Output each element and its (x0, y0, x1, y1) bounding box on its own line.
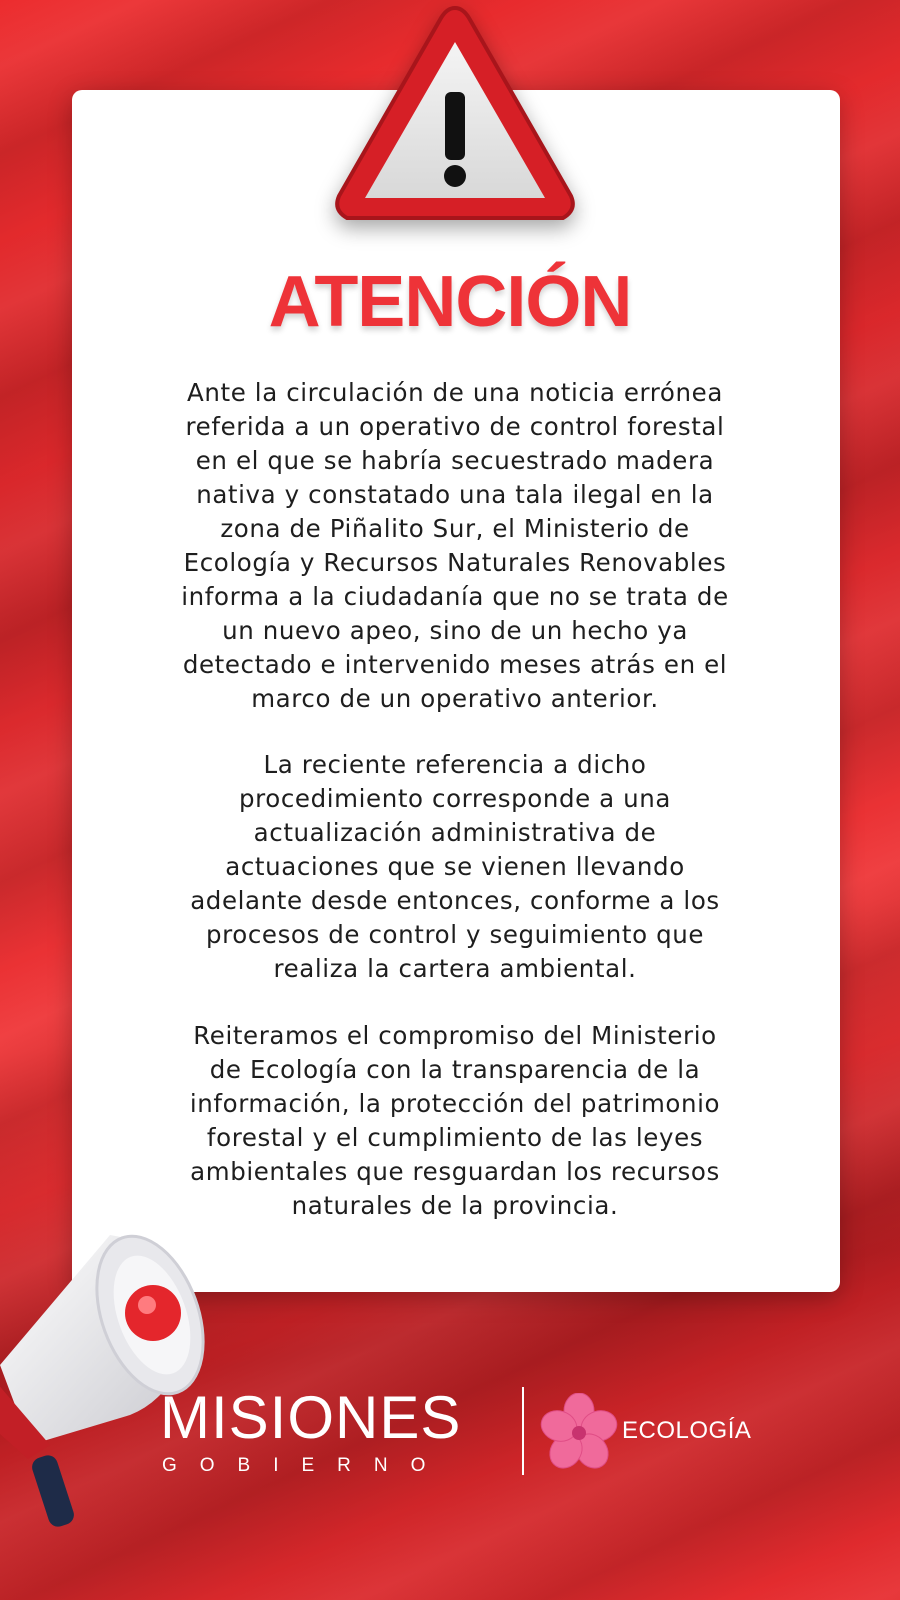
text-line: procedimiento corresponde a una (238, 784, 672, 813)
text-line: zona de Piñalito Sur, el Ministerio de (220, 514, 690, 543)
text-line: marco de un operativo anterior. (251, 684, 659, 713)
text-line: informa a la ciudadanía que no se trata de (181, 582, 729, 611)
page-title: ATENCIÓN (268, 262, 632, 342)
text-line: en el que se habría secuestrado madera (195, 446, 715, 475)
paragraph-administrative-update (122, 748, 788, 986)
text-line: Ante la circulación de una noticia errónea (187, 378, 723, 407)
text-line: Ecología y Recursos Naturales Renovables (183, 548, 727, 577)
text-line: de Ecología con la transparencia de la (209, 1055, 701, 1084)
text-line: actualización administrativa de (253, 818, 657, 847)
logo-divider (522, 1387, 524, 1475)
government-logo (160, 1385, 760, 1485)
text-line: forestal y el cumplimiento de las leyes (206, 1123, 704, 1152)
text-line: adelante desde entonces, conforme a los (190, 886, 720, 915)
logo-subtitle: GOBIERNO (162, 1455, 449, 1476)
text-line: naturales de la provincia. (291, 1191, 619, 1220)
text-line: Reiteramos el compromiso del Ministerio (193, 1021, 717, 1050)
paragraph-commitment (122, 1019, 788, 1223)
text-line: realiza la cartera ambiental. (273, 954, 637, 983)
text-line: un nuevo apeo, sino de un hecho ya (222, 616, 688, 645)
flower-icon (540, 1393, 618, 1471)
text-line: detectado e intervenido meses atrás en el (182, 650, 728, 679)
text-line: nativa y constatado una tala ilegal en la (196, 480, 714, 509)
text-line: procesos de control y seguimiento que (205, 920, 705, 949)
department-label: ECOLOGÍA (622, 1417, 752, 1444)
text-line: referida a un operativo de control forestal (185, 412, 725, 441)
warning-triangle-icon (325, 0, 585, 240)
logo-wordmark: MISIONES (160, 1384, 462, 1451)
megaphone-icon (0, 1215, 230, 1545)
text-line: La reciente referencia a dicho (263, 750, 647, 779)
text-line: actuaciones que se vienen llevando (225, 852, 685, 881)
text-line: ambientales que resguardan los recursos (190, 1157, 720, 1186)
paragraph-clarification (122, 376, 788, 716)
text-line: información, la protección del patrimonio (189, 1089, 721, 1118)
